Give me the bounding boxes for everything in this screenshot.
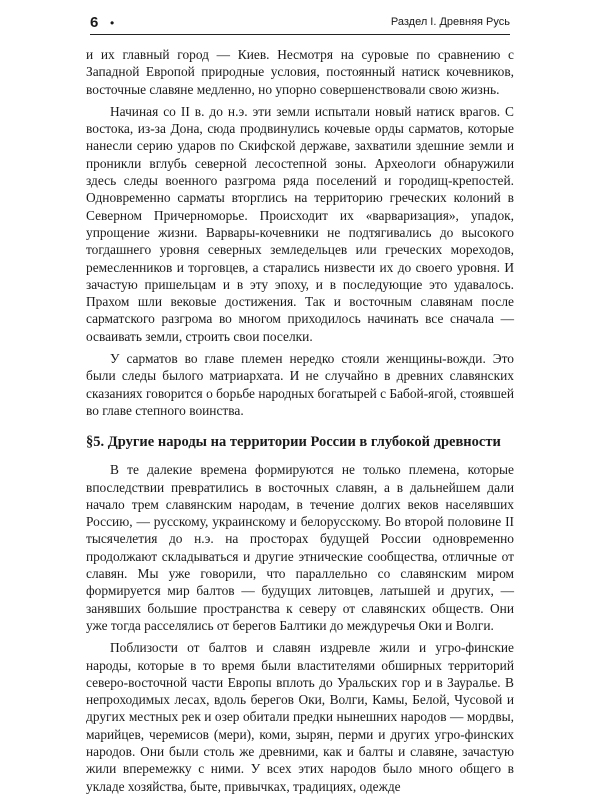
running-header: [90, 14, 510, 35]
header-bullet: •: [110, 16, 115, 30]
page-body: [86, 46, 514, 800]
chapter-heading: §5. Другие народы на территории России в глубокой древности: [86, 434, 501, 451]
section-title: Раздел I. Древняя Русь: [390, 16, 510, 28]
paragraph: У сарматов во главе племен нередко стояли женщины-вожди. Это были следы былого матриархата. И не случайно в древних славянских сказаниях говорится о борьбе народных богатырей с Бабой-ягой, стоявшей во главе степного воинства.: [86, 351, 514, 418]
page-number: 6: [90, 14, 99, 31]
paragraph: Поблизости от балтов и славян издревле жили и угро-финские народы, которые в то время были властителями обширных территорий северо-восточной части Европы вплоть до Уральских гор и в Зауралье. В непроходимых лесах, вдоль берегов Оки, Волги, Камы, Белой, Чусовой и других местных рек и озер обитали предки нынешних народов — мордвы, марийцев, черемисов (мери), коми, зырян, перми и других угро-финских народов. Они были столь же древними, как и балты и славяне, зачастую жили вперемежку с ними. У всех этих народов было много общего в укладе хозяйства, быте, привычках, традициях, одежде: [86, 640, 514, 794]
paragraph: и их главный город — Киев. Несмотря на суровые по сравнению с Западной Европой природные условия, постоянный натиск кочевников, восточные славяне медленно, но упорно совершенствовали свою жизнь.: [86, 47, 514, 97]
paragraph: В те далекие времена формируются не только племена, которые впоследствии превратились в восточных славян, а в дальнейшем дали начало трем славянским народам, в течение долгих веков населявших Россию, — русскому, украинскому и белорусскому. Во второй половине II тысячелетия до н.э. на просторах будущей России одновременно продолжают складываться и другие этнические сообщества, отличные от славян. Мы уже говорили, что параллельно со славянским миром формируется мир балтов — будущих литовцев, латышей и других, — занявших большие пространства к северу от славянских обществ. Они уже тогда расселялись от берегов Балтики до междуречья Оки и Волги.: [86, 462, 514, 633]
paragraph: Начиная со II в. до н.э. эти земли испытали новый натиск врагов. С востока, из-за Дона, сюда продвинулись кочевые орды сарматов, которые нанесли серию ударов по Скифской державе, захватили здешние земли и проникли вглубь северной лесостепной зоны. Археологи обнаружили здесь следы военного разгрома ряда поселений и городищ-крепостей. Одновременно сарматы вторглись на территорию греческих колоний в Северном Причерноморье. Происходит их «варваризация», упадок, упрощение жизни. Варвары-кочевники не подтягивались до высокого тогдашнего уровня северных земледельцев или греческих мореходов, ремесленников и торговцев, а старались низвести их до своего уровня. И зачастую пришельцам и в эту эпоху, и в последующие это удавалось. Прахом шли вековые достижения. Так и восточным славянам после сарматского разгрома во многом приходилось начинать все сначала — осваивать земли, строить свои поселки.: [86, 103, 514, 344]
